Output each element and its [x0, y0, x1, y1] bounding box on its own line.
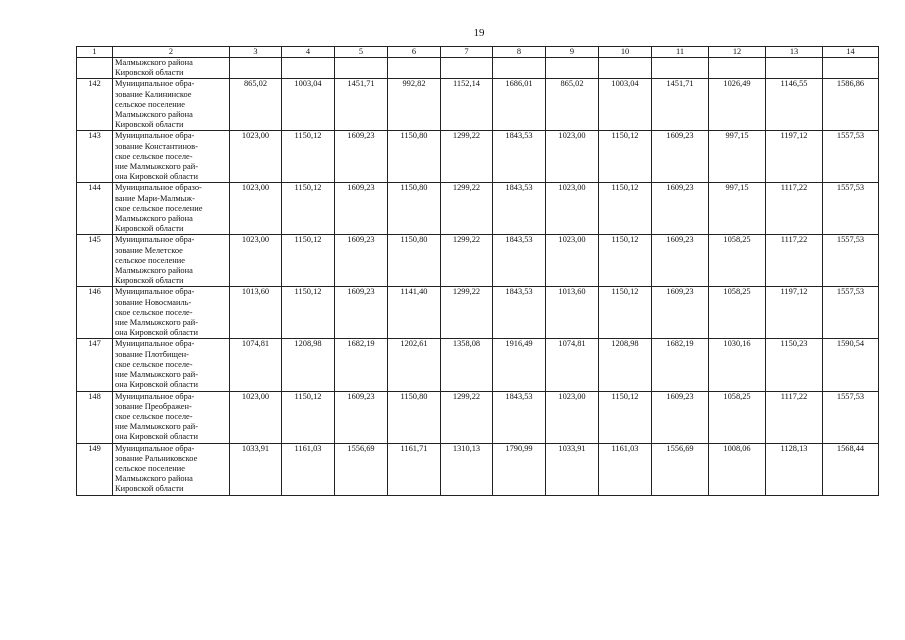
municipality-name-line: зование Плотбищен- [115, 349, 189, 359]
value-cell-col-5: 1609,23 [335, 235, 388, 287]
value-cell-col-12: 1058,25 [709, 287, 766, 339]
value-cell-col-10: 1208,98 [599, 339, 652, 391]
row-number-cell [77, 58, 113, 79]
municipality-name-cell [113, 79, 230, 131]
value-cell-col-3: 865,02 [230, 79, 282, 131]
value-cell-col-13: 1128,13 [766, 443, 823, 495]
table-body [77, 58, 879, 496]
value-cell-col-10: 1161,03 [599, 443, 652, 495]
column-header-11: 11 [652, 47, 709, 58]
value-cell-col-7: 1358,08 [441, 339, 493, 391]
value-cell-col-11: 1609,23 [652, 287, 709, 339]
column-header-3: 3 [230, 47, 282, 58]
value-cell-col-7: 1299,22 [441, 235, 493, 287]
value-cell-col-8: 1843,53 [493, 235, 546, 287]
value-cell-col-11: 1682,19 [652, 339, 709, 391]
value-cell-col-6: 1150,80 [388, 183, 441, 235]
municipality-name-line: зование Ральниковское [115, 453, 198, 463]
column-header-2: 2 [113, 47, 230, 58]
table-row [77, 443, 879, 495]
value-cell-col-6: 1202,61 [388, 339, 441, 391]
column-header-8: 8 [493, 47, 546, 58]
municipality-name-cell [113, 287, 230, 339]
municipality-name-line: Муниципальное образо- [115, 183, 202, 193]
value-cell-col-6 [388, 58, 441, 79]
value-cell-col-13 [766, 58, 823, 79]
row-number-cell: 148 [77, 391, 113, 443]
column-header-9: 9 [546, 47, 599, 58]
municipality-name-line: ское сельское поселе- [115, 307, 193, 317]
value-cell-col-7: 1310,13 [441, 443, 493, 495]
value-cell-col-5: 1451,71 [335, 79, 388, 131]
table-row [77, 391, 879, 443]
column-header-10: 10 [599, 47, 652, 58]
municipality-name-line: ское сельское поселе- [115, 411, 193, 421]
value-cell-col-8: 1686,01 [493, 79, 546, 131]
value-cell-col-13: 1150,23 [766, 339, 823, 391]
value-cell-col-14: 1557,53 [823, 131, 879, 183]
municipality-name-cell [113, 58, 230, 79]
value-cell-col-12: 1026,49 [709, 79, 766, 131]
municipality-name-line: ское сельское поселение [115, 203, 203, 213]
municipality-name-line: Малмыжского района [115, 266, 193, 276]
municipality-name-line: она Кировской области [115, 380, 198, 390]
value-cell-col-9: 1023,00 [546, 235, 599, 287]
value-cell-col-5 [335, 58, 388, 79]
value-cell-col-4 [282, 58, 335, 79]
municipality-name-line: зование Новосмаиль- [115, 297, 192, 307]
value-cell-col-6: 1150,80 [388, 235, 441, 287]
municipality-name-line: Малмыжского района [115, 474, 193, 484]
value-cell-col-13: 1117,22 [766, 391, 823, 443]
value-cell-col-11: 1556,69 [652, 443, 709, 495]
row-number-cell: 145 [77, 235, 113, 287]
value-cell-col-10: 1003,04 [599, 79, 652, 131]
table-row [77, 131, 879, 183]
table-row [77, 235, 879, 287]
municipality-name-cell [113, 339, 230, 391]
value-cell-col-11: 1609,23 [652, 391, 709, 443]
value-cell-col-9: 1033,91 [546, 443, 599, 495]
value-cell-col-14 [823, 58, 879, 79]
municipality-name-line: она Кировской области [115, 172, 198, 182]
value-cell-col-4: 1150,12 [282, 391, 335, 443]
municipality-name-line: ние Малмыжского рай- [115, 370, 198, 380]
value-cell-col-8: 1843,53 [493, 287, 546, 339]
municipality-name-line: сельское поселение [115, 99, 185, 109]
value-cell-col-4: 1161,03 [282, 443, 335, 495]
value-cell-col-12: 997,15 [709, 131, 766, 183]
value-cell-col-8: 1843,53 [493, 131, 546, 183]
value-cell-col-9: 1023,00 [546, 391, 599, 443]
municipality-name-line: ское сельское поселе- [115, 359, 193, 369]
value-cell-col-3: 1023,00 [230, 391, 282, 443]
value-cell-col-9 [546, 58, 599, 79]
value-cell-col-6: 1161,71 [388, 443, 441, 495]
value-cell-col-7: 1299,22 [441, 287, 493, 339]
value-cell-col-14: 1557,53 [823, 287, 879, 339]
value-cell-col-3: 1023,00 [230, 235, 282, 287]
municipality-name-line: Кировской области [115, 276, 184, 286]
value-cell-col-5: 1609,23 [335, 287, 388, 339]
value-cell-col-3: 1023,00 [230, 131, 282, 183]
value-cell-col-4: 1150,12 [282, 183, 335, 235]
value-cell-col-4: 1150,12 [282, 131, 335, 183]
value-cell-col-11: 1609,23 [652, 131, 709, 183]
row-number-cell: 143 [77, 131, 113, 183]
municipality-name-line: зование Преображен- [115, 401, 192, 411]
value-cell-col-8: 1916,49 [493, 339, 546, 391]
value-cell-col-3: 1023,00 [230, 183, 282, 235]
column-header-1: 1 [77, 47, 113, 58]
value-cell-col-7: 1299,22 [441, 183, 493, 235]
value-cell-col-3: 1013,60 [230, 287, 282, 339]
municipality-name-line: Малмыжского района [115, 214, 193, 224]
row-number-cell: 149 [77, 443, 113, 495]
value-cell-col-13: 1197,12 [766, 287, 823, 339]
value-cell-col-7: 1299,22 [441, 391, 493, 443]
value-cell-col-10: 1150,12 [599, 183, 652, 235]
value-cell-col-14: 1586,86 [823, 79, 879, 131]
column-header-7: 7 [441, 47, 493, 58]
value-cell-col-14: 1568,44 [823, 443, 879, 495]
municipality-name-cell [113, 391, 230, 443]
value-cell-col-12: 1058,25 [709, 391, 766, 443]
municipality-name-cell [113, 183, 230, 235]
municipality-name-line: вание Мари-Малмыж- [115, 193, 195, 203]
municipality-name-cell [113, 443, 230, 495]
value-cell-col-3: 1074,81 [230, 339, 282, 391]
municipality-name-line: Малмыжского района [115, 58, 193, 67]
value-cell-col-9: 1023,00 [546, 183, 599, 235]
municipality-name-line: ние Малмыжского рай- [115, 422, 198, 432]
value-cell-col-12: 1058,25 [709, 235, 766, 287]
value-cell-col-4: 1150,12 [282, 287, 335, 339]
value-cell-col-9: 865,02 [546, 79, 599, 131]
value-cell-col-5: 1556,69 [335, 443, 388, 495]
value-cell-col-13: 1117,22 [766, 235, 823, 287]
row-number-cell: 147 [77, 339, 113, 391]
value-cell-col-6: 1141,40 [388, 287, 441, 339]
municipality-name-line: Муниципальное обра- [115, 235, 195, 245]
municipality-name-line: Муниципальное обра- [115, 79, 195, 89]
municipality-name-line: зование Калининское [115, 89, 192, 99]
tariff-table [76, 46, 879, 496]
municipality-name-line: она Кировской области [115, 432, 198, 442]
value-cell-col-3 [230, 58, 282, 79]
row-number-cell: 146 [77, 287, 113, 339]
municipality-name-line: Кировской области [115, 224, 184, 234]
table-row [77, 183, 879, 235]
municipality-name-line: ние Малмыжского рай- [115, 318, 198, 328]
value-cell-col-11: 1609,23 [652, 183, 709, 235]
value-cell-col-4: 1150,12 [282, 235, 335, 287]
value-cell-col-13: 1146,55 [766, 79, 823, 131]
municipality-name-line: Малмыжского района [115, 110, 193, 120]
column-header-4: 4 [282, 47, 335, 58]
value-cell-col-10 [599, 58, 652, 79]
value-cell-col-6: 992,82 [388, 79, 441, 131]
value-cell-col-14: 1590,54 [823, 339, 879, 391]
value-cell-col-9: 1013,60 [546, 287, 599, 339]
value-cell-col-12 [709, 58, 766, 79]
value-cell-col-6: 1150,80 [388, 131, 441, 183]
value-cell-col-8 [493, 58, 546, 79]
value-cell-col-13: 1197,12 [766, 131, 823, 183]
value-cell-col-10: 1150,12 [599, 391, 652, 443]
continuation-row [77, 58, 879, 79]
value-cell-col-3: 1033,91 [230, 443, 282, 495]
page-number: 19 [473, 27, 485, 39]
column-header-13: 13 [766, 47, 823, 58]
table-row [77, 287, 879, 339]
value-cell-col-5: 1682,19 [335, 339, 388, 391]
value-cell-col-7: 1299,22 [441, 131, 493, 183]
municipality-name-line: зование Константинов- [115, 141, 198, 151]
municipality-name-cell [113, 131, 230, 183]
municipality-name-line: ние Малмыжского рай- [115, 162, 198, 172]
value-cell-col-12: 1030,16 [709, 339, 766, 391]
municipality-name-line: зование Мелетское [115, 245, 183, 255]
municipality-name-line: ское сельское поселе- [115, 151, 193, 161]
value-cell-col-7: 1152,14 [441, 79, 493, 131]
column-header-5: 5 [335, 47, 388, 58]
value-cell-col-10: 1150,12 [599, 131, 652, 183]
value-cell-col-14: 1557,53 [823, 183, 879, 235]
municipality-name-line: сельское поселение [115, 255, 185, 265]
value-cell-col-6: 1150,80 [388, 391, 441, 443]
value-cell-col-5: 1609,23 [335, 183, 388, 235]
value-cell-col-7 [441, 58, 493, 79]
value-cell-col-9: 1023,00 [546, 131, 599, 183]
municipality-name-line: Муниципальное обра- [115, 391, 195, 401]
value-cell-col-8: 1843,53 [493, 391, 546, 443]
value-cell-col-10: 1150,12 [599, 287, 652, 339]
municipality-name-cell [113, 235, 230, 287]
column-header-14: 14 [823, 47, 879, 58]
value-cell-col-9: 1074,81 [546, 339, 599, 391]
value-cell-col-10: 1150,12 [599, 235, 652, 287]
municipality-name-line: Муниципальное обра- [115, 339, 195, 349]
column-header-12: 12 [709, 47, 766, 58]
municipality-name-line: она Кировской области [115, 328, 198, 338]
value-cell-col-14: 1557,53 [823, 391, 879, 443]
value-cell-col-11 [652, 58, 709, 79]
value-cell-col-4: 1003,04 [282, 79, 335, 131]
municipality-name-line: сельское поселение [115, 463, 185, 473]
municipality-name-line: Кировской области [115, 484, 184, 494]
value-cell-col-5: 1609,23 [335, 391, 388, 443]
value-cell-col-8: 1843,53 [493, 183, 546, 235]
municipality-name-line: Муниципальное обра- [115, 287, 195, 297]
table-row [77, 79, 879, 131]
value-cell-col-11: 1451,71 [652, 79, 709, 131]
value-cell-col-11: 1609,23 [652, 235, 709, 287]
table-row [77, 339, 879, 391]
municipality-name-line: Кировской области [115, 68, 184, 78]
row-number-cell: 142 [77, 79, 113, 131]
municipality-name-line: Муниципальное обра- [115, 131, 195, 141]
municipality-name-line: Муниципальное обра- [115, 443, 195, 453]
column-header-6: 6 [388, 47, 441, 58]
value-cell-col-13: 1117,22 [766, 183, 823, 235]
value-cell-col-12: 1008,06 [709, 443, 766, 495]
value-cell-col-14: 1557,53 [823, 235, 879, 287]
value-cell-col-8: 1790,99 [493, 443, 546, 495]
row-number-cell: 144 [77, 183, 113, 235]
value-cell-col-5: 1609,23 [335, 131, 388, 183]
value-cell-col-4: 1208,98 [282, 339, 335, 391]
header-row [77, 47, 879, 58]
municipality-name-line: Кировской области [115, 120, 184, 130]
value-cell-col-12: 997,15 [709, 183, 766, 235]
